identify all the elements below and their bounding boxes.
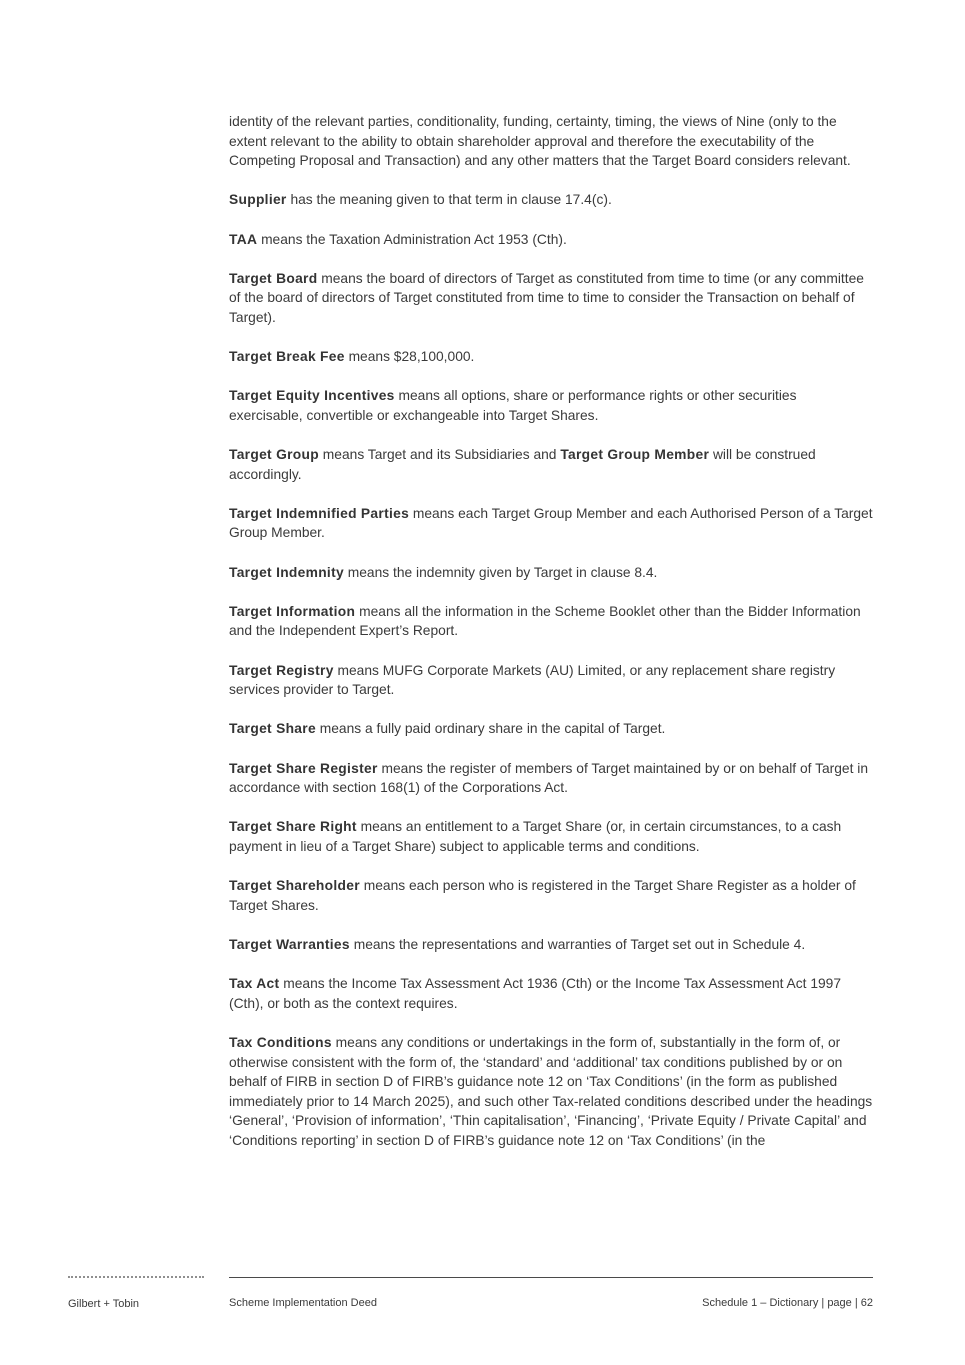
definition-paragraph (229, 876, 873, 915)
defined-term: Target Group (229, 447, 319, 463)
definition-paragraph (229, 974, 873, 1013)
definition-text: means an entitlement to a Target Share (or, in certain circumstances, to a cash payment in lieu of a Target Share) subject to applicable terms and conditions. (229, 819, 842, 854)
definition-paragraph (229, 504, 873, 543)
definition-paragraph (229, 661, 873, 700)
definition-paragraph (229, 347, 873, 367)
definition-paragraph (229, 269, 873, 328)
defined-term: Target Break Fee (229, 349, 345, 365)
definition-paragraph (229, 563, 873, 583)
definition-text: means MUFG Corporate Markets (AU) Limited, or any replacement share registry services provider to Target. (229, 662, 836, 698)
defined-term: Target Equity Incentives (229, 388, 395, 404)
definition-text: means $28,100,000. (344, 349, 475, 365)
definition-text: will be construed accordingly. (229, 447, 816, 482)
footer-main-block (229, 1270, 873, 1309)
definitions-content (229, 112, 873, 1150)
definition-paragraph (229, 445, 873, 484)
defined-term: Target Share Right (229, 819, 357, 835)
defined-term: Target Information (229, 603, 356, 619)
defined-term: Target Indemnified Parties (229, 505, 410, 521)
defined-term: Target Indemnity (229, 564, 344, 580)
definition-paragraph (229, 230, 873, 250)
definition-text: means the board of directors of Target as constituted from time to time (or any committee of the board of directors of Target constituted from time to time to consider the Transaction on behalf of Target). (229, 270, 864, 325)
defined-term: Target Board (229, 270, 318, 286)
footer-row (229, 1297, 873, 1309)
footer-dotted-line (68, 1276, 204, 1278)
definition-text: means each Target Group Member and each Authorised Person of a Target Group Member. (229, 505, 873, 541)
footer-document-title: Scheme Implementation Deed (229, 1297, 377, 1309)
footer-rule (229, 1277, 873, 1278)
definition-text: means the Income Tax Assessment Act 1936 (Cth) or the Income Tax Assessment Act 1997 (Cth), or both as the context requires. (229, 976, 842, 1011)
defined-term: TAA (229, 231, 258, 247)
definition-paragraph (229, 719, 873, 739)
definition-paragraph (229, 759, 873, 798)
definition-text: means all the information in the Scheme Booklet other than the Bidder Information and the Independent Expert’s Report. (229, 603, 861, 639)
definition-text: means any conditions or undertakings in the form of, substantially in the form of, or otherwise consistent with the form of, the ‘standard’ and ‘additional’ tax conditions published by or on behalf of FIRB in section D of FIRB’s guidance note 12 on ‘Tax Conditions’ (in the form as published immediately prior to 14 March 2025), and such other Tax-related conditions described under the headings ‘General’, ‘Provision of information’, ‘Thin capitalisation’, ‘Financing’, ‘Private Equity / Private Capital’ and ‘Conditions reporting’ in section D of FIRB’s guidance note 12 on ‘Tax Conditions’ (in the (229, 1034, 873, 1148)
defined-term: Target Share (229, 721, 316, 737)
defined-term: Target Share Register (229, 760, 378, 776)
definition-text: means a fully paid ordinary share in the capital of Target. (315, 721, 666, 737)
definition-text: means the register of members of Target maintained by or on behalf of Target in accordance with section 168(1) of the Corporations Act. (229, 760, 868, 796)
footer-firm-name: Gilbert + Tobin (68, 1298, 140, 1310)
definition-text: means the representations and warranties of Target set out in Schedule 4. (349, 936, 806, 952)
definition-paragraph (229, 190, 873, 210)
definition-paragraph (229, 602, 873, 641)
definition-text: means the Taxation Administration Act 1953 (Cth). (257, 231, 567, 247)
defined-term: Target Registry (229, 662, 334, 678)
defined-term: Target Shareholder (229, 878, 360, 894)
definition-paragraph (229, 817, 873, 856)
definition-paragraph (229, 112, 873, 171)
definition-paragraph (229, 386, 873, 425)
defined-term: Tax Act (229, 976, 280, 992)
definition-text: has the meaning given to that term in clause 17.4(c). (286, 192, 612, 208)
defined-term: Tax Conditions (229, 1034, 332, 1050)
definition-text: means Target and its Subsidiaries and (318, 447, 561, 463)
definition-paragraph (229, 935, 873, 955)
definition-paragraph (229, 1033, 873, 1151)
defined-term: Target Group Member (560, 447, 710, 463)
definition-text: means the indemnity given by Target in clause 8.4. (343, 564, 658, 580)
definition-text: means all options, share or performance rights or other securities exercisable, convertible or exchangeable into Target Shares. (229, 388, 797, 423)
defined-term: Target Warranties (229, 936, 350, 952)
definition-text: identity of the relevant parties, conditionality, funding, certainty, timing, the views of Nine (only to the extent relevant to the ability to obtain shareholder approval and therefore the executability of the Competing Proposal and Transaction) and any other matters that the Target Board considers relevant. (229, 114, 851, 169)
definition-text: means each person who is registered in the Target Share Register as a holder of Target Shares. (229, 878, 856, 913)
defined-term: Supplier (229, 192, 287, 208)
footer-brand-block (68, 1270, 204, 1310)
footer-page-info: Schedule 1 – Dictionary | page | 62 (702, 1297, 873, 1309)
